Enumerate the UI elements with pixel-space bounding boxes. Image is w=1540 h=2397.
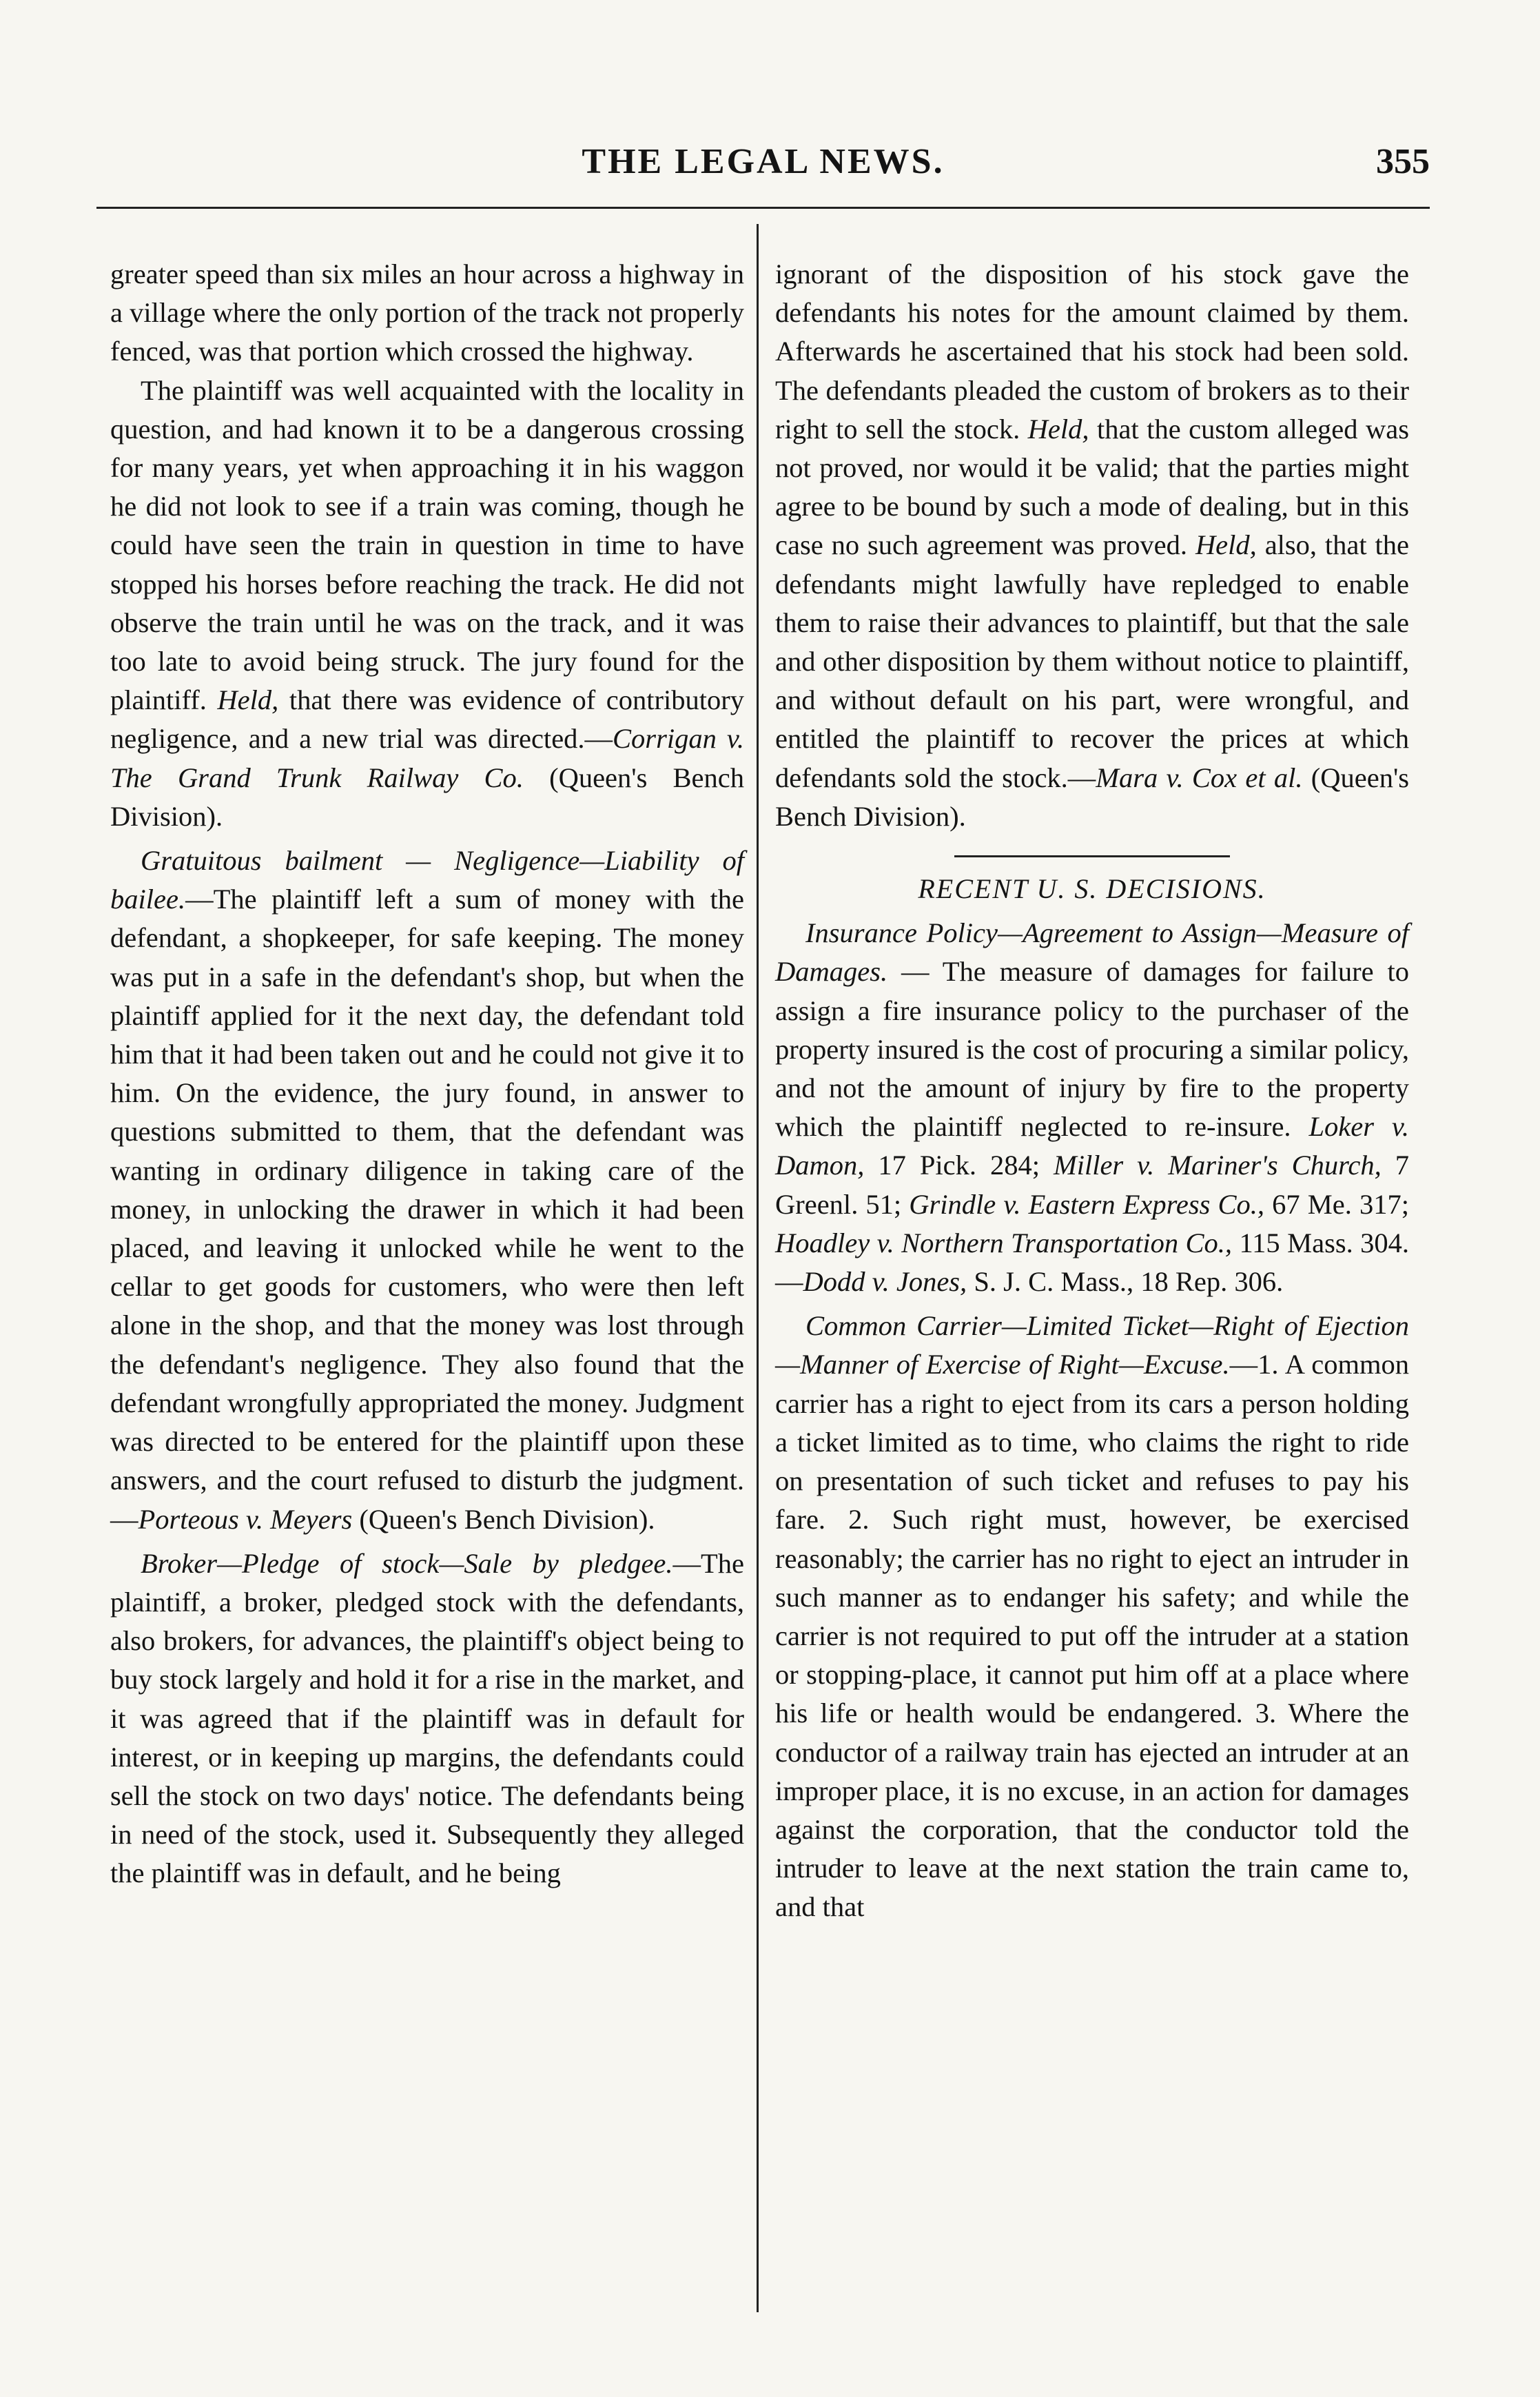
citation: Hoadley v. Northern Transportation Co.,: [775, 1227, 1233, 1258]
case-name: Mara v. Cox et al.: [1096, 762, 1303, 793]
held-label: Held,: [217, 684, 279, 716]
journal-title: THE LEGAL NEWS.: [582, 142, 945, 181]
paragraph-continued: greater speed than six miles an hour across a highway in a village where the only portion of the track not properly fenced, was that portion which crossed the highway.: [110, 258, 744, 367]
header-rule: [96, 207, 1430, 209]
page-header: [96, 141, 1430, 203]
citation: Loker v. Damon,: [775, 1111, 1409, 1181]
citation: Grindle v. Eastern Express Co.,: [909, 1188, 1265, 1220]
paragraph-gratuitous-bailment: Gratuitous bailment — Negligence—Liability of bailee.—The plaintiff left a sum of money with the defendant, a shopkeeper, for safe keeping. The money was put in a safe in the defendant's shop, but when the plaintiff applied for it the next day, the defendant told him that it had been taken out and he could not give it to him. On the evidence, the jury found, in answer to questions submitted to them, that the defendant was wanting in ordinary diligence in taking care of the money, in unlocking the drawer in which it had been placed, and leaving it unlocked while he went to the cellar to get goods for customers, who were then left alone in the shop, and that the money was lost through the defendant's negligence. They also found that the defendant wrongfully appropriated the money. Judgment was directed to be entered for the plaintiff upon these answers, and the court refused to disturb the judgment. —Porteous v. Meyers (Queen's Bench Division).: [110, 845, 744, 1535]
left-column: [110, 255, 744, 1893]
right-column: [775, 255, 1409, 1927]
section-heading: RECENT U. S. DECISIONS.: [918, 873, 1266, 905]
case-heading: Common Carrier—Limited Ticket—Right of Ejection—Manner of Exercise of Right—Excuse.: [775, 1310, 1409, 1380]
column-divider: [757, 224, 759, 2312]
case-heading: Broker—Pledge of stock—Sale by pledgee.: [141, 1547, 673, 1579]
case-name: Corrigan v. The Grand Trunk Railway Co.: [110, 723, 744, 793]
case-name: Porteous v. Meyers: [138, 1503, 353, 1535]
held-label: Held,: [1195, 529, 1257, 561]
paragraph-common-carrier: Common Carrier—Limited Ticket—Right of Ejection—Manner of Exercise of Right—Excuse.—1. A common carrier has a right to eject from its cars a person holding a ticket limited as to time, who claims the right to ride on presentation of such ticket and refuses to pay his fare. 2. Such right must, however, be exercised reasonably; the carrier has no right to eject an intruder in such manner as to endanger his safety; and while the carrier is not required to put off the intruder at a station or stopping-place, it cannot put him off at a place where his life or health would be endangered. 3. Where the conductor of a railway train has ejected an intruder at an improper place, it is no excuse, in an action for damages against the corporation, that the conductor told the intruder to leave at the next station the train came to, and that: [775, 1310, 1409, 1923]
case-heading: Gratuitous bailment — Negligence—Liability of bailee.: [110, 845, 744, 915]
paragraph-insurance-policy: Insurance Policy—Agreement to Assign—Measure of Damages. — The measure of damages for failure to assign a fire insurance policy to the purchaser of the property insured is the cost of procuring a similar policy, and not the amount of injury by fire to the property which the plaintiff neglected to re-insure. Loker v. Damon, 17 Pick. 284; Miller v. Mariner's Church, 7 Greenl. 51; Grindle v. Eastern Express Co., 67 Me. 317; Hoadley v. Northern Transportation Co., 115 Mass. 304.—Dodd v. Jones, S. J. C. Mass., 18 Rep. 306.: [775, 917, 1410, 1298]
section-rule: [954, 855, 1230, 857]
citation: Miller v. Mariner's Church,: [1053, 1150, 1382, 1181]
case-heading: Insurance Policy—Agreement to Assign—Measure of Damages.: [775, 917, 1409, 988]
citation: Dodd v. Jones,: [803, 1266, 967, 1298]
paragraph-broker-pledge: Broker—Pledge of stock—Sale by pledgee.—The plaintiff, a broker, pledged stock with the defendants, also brokers, for advances, the plaintiff's object being to buy stock largely and hold it for a rise in the market, and it was agreed that if the plaintiff was in default for interest, or in keeping up margins, the defendants could sell the stock on two days' notice. The defendants being in need of the stock, used it. Subsequently they alleged the plaintiff was in default, and he being: [110, 1547, 744, 1889]
held-label: Held,: [1027, 413, 1089, 445]
page-number: 355: [1376, 142, 1430, 181]
paragraph-continued: ignorant of the disposition of his stock gave the defendants his notes for the amount claimed by them. Afterwards he ascertained that his stock had been sold. The defendants pleaded the custom of brokers as to their right to sell the stock. Held, that the custom alleged was not proved, nor would it be valid; that the parties might agree to be bound by such a mode of dealing, but in this case no such agreement was proved. Held, also, that the defendants might lawfully have repledged to enable them to raise their advances to plaintiff, but that the sale and other disposition by them without notice to plaintiff, and without default on his part, were wrongful, and entitled the plaintiff to recover the prices at which defendants sold the stock.—Mara v. Cox et al. (Queen's Bench Division).: [775, 258, 1410, 832]
paragraph-corrigan: The plaintiff was well acquainted with the locality in question, and had known it to be a dangerous crossing for many years, yet when approaching it in his waggon he did not look to see if a train was coming, though he could have seen the train in question in time to have stopped his horses before reaching the track. He did not observe the train until he was on the track, and it was too late to avoid being struck. The jury found for the plaintiff. Held, that there was evidence of contributory negligence, and a new trial was directed.—Corrigan v. The Grand Trunk Railway Co. (Queen's Bench Division).: [110, 374, 745, 832]
